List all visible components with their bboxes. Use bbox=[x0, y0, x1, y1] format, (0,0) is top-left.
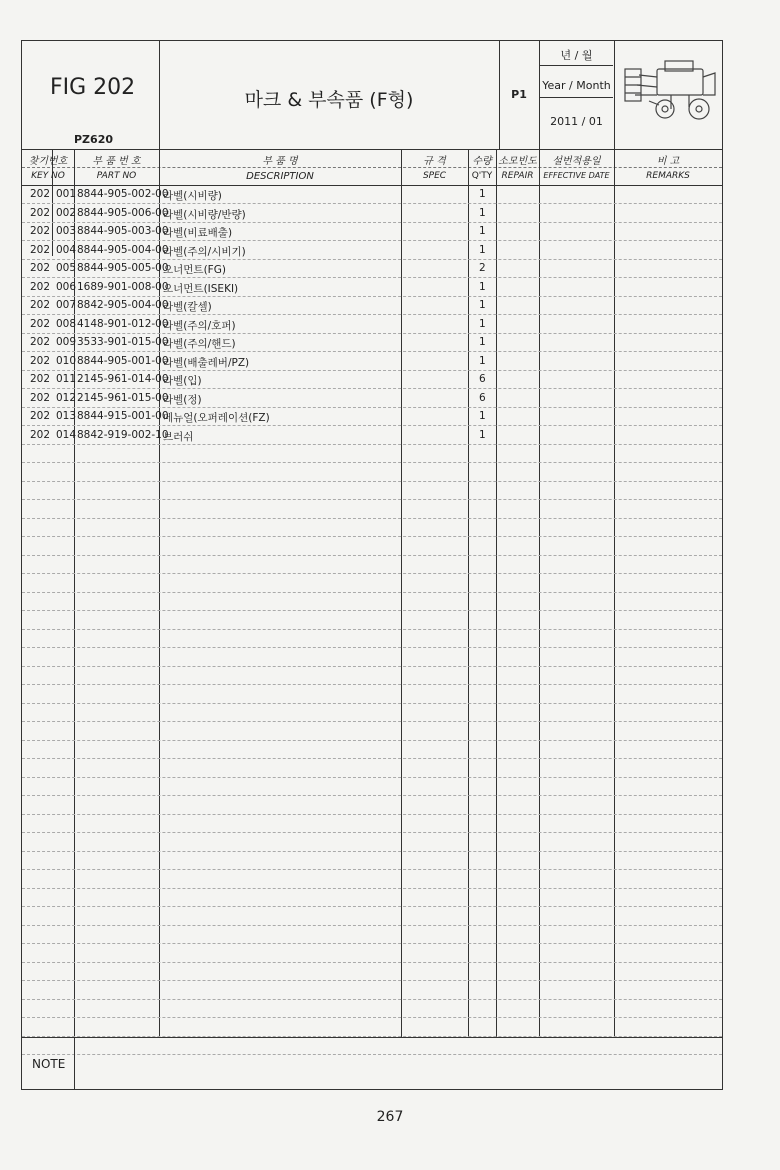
row-qty: 1 bbox=[479, 428, 486, 441]
table-row bbox=[22, 871, 722, 889]
row-description: 라벨(배출레버/PZ) bbox=[163, 356, 250, 369]
row-part-no: 8844-915-001-00 bbox=[77, 410, 169, 422]
table-row bbox=[22, 186, 722, 204]
row-fig: 202 bbox=[30, 317, 51, 330]
fig-number: FIG 202 bbox=[50, 75, 136, 100]
row-qty: 1 bbox=[479, 410, 486, 422]
row-qty: 1 bbox=[479, 354, 486, 367]
row-fig: 202 bbox=[30, 410, 51, 422]
col-remarks-en: REMARKS bbox=[646, 171, 690, 181]
row-description: 라벨(입) bbox=[163, 375, 202, 387]
row-description: 오너먼트(FG) bbox=[163, 264, 226, 276]
table-row bbox=[22, 926, 722, 944]
col-part-kr: 부 품 번 호 bbox=[92, 156, 141, 167]
parts-sheet bbox=[21, 40, 723, 1090]
table-row bbox=[22, 945, 722, 963]
table-row bbox=[22, 427, 722, 445]
row-part-no: 8844-905-001-00 bbox=[77, 354, 169, 367]
row-key-no: 012 bbox=[56, 391, 77, 404]
row-qty: 1 bbox=[479, 225, 486, 237]
row-qty: 1 bbox=[479, 206, 486, 219]
row-part-no: 8844-905-002-00 bbox=[77, 188, 169, 200]
header-bottom-line bbox=[22, 149, 722, 150]
table-row bbox=[22, 649, 722, 667]
row-key-no: 010 bbox=[56, 354, 77, 367]
row-key-no: 013 bbox=[56, 410, 77, 422]
table-row bbox=[22, 556, 722, 574]
row-qty: 1 bbox=[479, 243, 486, 256]
table-row bbox=[22, 834, 722, 852]
page-code: P1 bbox=[511, 88, 527, 101]
row-part-no: 3533-901-015-00 bbox=[77, 336, 169, 348]
table-row bbox=[22, 408, 722, 426]
table-row bbox=[22, 889, 722, 907]
column-header-divider bbox=[22, 167, 722, 168]
table-row bbox=[22, 260, 722, 278]
row-key-no: 002 bbox=[56, 206, 77, 219]
col-eff-kr: 설번적용일 bbox=[552, 156, 601, 167]
table-row bbox=[22, 353, 722, 371]
row-part-no: 2145-961-014-00 bbox=[77, 373, 169, 385]
row-qty: 2 bbox=[479, 262, 486, 274]
row-fig: 202 bbox=[30, 243, 51, 256]
col-desc-en: DESCRIPTION bbox=[246, 171, 314, 182]
row-qty: 6 bbox=[479, 391, 486, 404]
table-row bbox=[22, 1037, 722, 1055]
row-fig: 202 bbox=[30, 428, 51, 441]
row-description: 브러쉬 bbox=[163, 430, 194, 443]
table-row bbox=[22, 908, 722, 926]
row-part-no: 8844-905-003-00 bbox=[77, 225, 169, 237]
col-qty-kr: 수량 bbox=[472, 156, 492, 167]
col-key-en: KEY NO bbox=[31, 171, 65, 181]
table-row bbox=[22, 612, 722, 630]
table-row bbox=[22, 390, 722, 408]
row-qty: 1 bbox=[479, 280, 486, 293]
table-row bbox=[22, 519, 722, 537]
model-name: PZ620 bbox=[74, 133, 113, 146]
table-row bbox=[22, 445, 722, 463]
table-row bbox=[22, 815, 722, 833]
row-qty: 1 bbox=[479, 336, 486, 348]
row-description: 라벨(시비량/반량) bbox=[163, 208, 246, 221]
table-row bbox=[22, 223, 722, 241]
row-fig: 202 bbox=[30, 206, 51, 219]
table-row bbox=[22, 760, 722, 778]
col-remarks-kr: 비 고 bbox=[656, 156, 680, 167]
row-key-no: 007 bbox=[56, 299, 77, 311]
row-key-no: 005 bbox=[56, 262, 77, 274]
rice-transplanter-illustration bbox=[619, 55, 719, 127]
row-key-no: 006 bbox=[56, 280, 77, 293]
row-fig: 202 bbox=[30, 280, 51, 293]
table-row bbox=[22, 501, 722, 519]
row-key-no: 014 bbox=[56, 428, 77, 441]
row-fig: 202 bbox=[30, 373, 51, 385]
row-fig: 202 bbox=[30, 299, 51, 311]
row-fig: 202 bbox=[30, 336, 51, 348]
table-row bbox=[22, 667, 722, 685]
table-row bbox=[22, 630, 722, 648]
page-number: 267 bbox=[376, 1109, 404, 1125]
row-qty: 6 bbox=[479, 373, 486, 385]
table-row bbox=[22, 982, 722, 1000]
row-part-no: 1689-901-008-00 bbox=[77, 280, 169, 293]
row-part-no: 8842-905-004-00 bbox=[77, 299, 169, 311]
row-part-no: 8844-905-005-00 bbox=[77, 262, 169, 274]
table-row bbox=[22, 334, 722, 352]
col-repair-en: REPAIR bbox=[501, 171, 534, 181]
row-description: 메뉴얼(오퍼레이션(FZ) bbox=[163, 412, 270, 424]
table-row bbox=[22, 371, 722, 389]
header-divider bbox=[539, 65, 613, 66]
row-key-no: 003 bbox=[56, 225, 77, 237]
table-row bbox=[22, 1000, 722, 1018]
row-description: 라벨(주의/호퍼) bbox=[163, 319, 236, 332]
row-qty: 1 bbox=[479, 188, 486, 200]
year-month-kr: 년 / 월 bbox=[560, 49, 593, 62]
row-key-no: 009 bbox=[56, 336, 77, 348]
col-part-en: PART NO bbox=[96, 171, 137, 181]
note-label: NOTE bbox=[32, 1057, 66, 1071]
table-row bbox=[22, 778, 722, 796]
table-row bbox=[22, 464, 722, 482]
row-part-no: 4148-901-012-00 bbox=[77, 317, 169, 330]
row-qty: 1 bbox=[479, 299, 486, 311]
row-key-no: 008 bbox=[56, 317, 77, 330]
col-spec-en: SPEC bbox=[422, 171, 447, 181]
header-divider bbox=[539, 97, 613, 98]
table-row bbox=[22, 575, 722, 593]
row-fig: 202 bbox=[30, 391, 51, 404]
row-fig: 202 bbox=[30, 225, 51, 237]
header-divider bbox=[614, 41, 615, 150]
page-title: 마크 & 부속품 (F형) bbox=[244, 89, 414, 111]
row-key-no: 011 bbox=[56, 373, 77, 385]
row-fig: 202 bbox=[30, 188, 51, 200]
table-row bbox=[22, 242, 722, 260]
row-description: 라벨(비료배출) bbox=[163, 227, 233, 239]
table-row bbox=[22, 482, 722, 500]
row-part-no: 8844-905-006-00 bbox=[77, 206, 169, 219]
col-desc-kr: 부 품 명 bbox=[262, 156, 298, 167]
row-fig: 202 bbox=[30, 354, 51, 367]
row-description: 라벨(시비량) bbox=[163, 190, 222, 202]
table-row bbox=[22, 963, 722, 981]
row-part-no: 2145-961-015-00 bbox=[77, 391, 169, 404]
table-row bbox=[22, 593, 722, 611]
row-description: 라벨(주의/시비기) bbox=[163, 245, 246, 258]
row-description: 오너먼트(ISEKI) bbox=[163, 282, 239, 295]
table-row bbox=[22, 723, 722, 741]
table-row bbox=[22, 686, 722, 704]
table-row bbox=[22, 797, 722, 815]
table-row bbox=[22, 297, 722, 315]
table-row bbox=[22, 205, 722, 223]
col-spec-kr: 규 격 bbox=[423, 156, 446, 167]
table-row bbox=[22, 1019, 722, 1037]
row-part-no: 8842-919-002-10 bbox=[77, 428, 169, 441]
row-description: 라벨(주의/핸드) bbox=[163, 338, 236, 350]
table-row bbox=[22, 538, 722, 556]
row-key-no: 001 bbox=[56, 188, 77, 200]
note-top-line bbox=[22, 1037, 722, 1038]
col-eff-en: EFFECTIVE DATE bbox=[543, 171, 610, 180]
year-month-en: Year / Month bbox=[542, 79, 611, 92]
col-qty-en: Q'TY bbox=[471, 171, 493, 181]
col-key-kr: 찾기번호 bbox=[28, 156, 68, 167]
row-qty: 1 bbox=[479, 317, 486, 330]
note-divider bbox=[74, 1037, 75, 1089]
table-row bbox=[22, 279, 722, 297]
row-part-no: 8844-905-004-00 bbox=[77, 243, 169, 256]
table-row bbox=[22, 316, 722, 334]
row-key-no: 004 bbox=[56, 243, 77, 256]
col-repair-kr: 소모빈도 bbox=[498, 156, 537, 167]
row-fig: 202 bbox=[30, 262, 51, 274]
table-row bbox=[22, 852, 722, 870]
table-row bbox=[22, 741, 722, 759]
row-description: 라벨(칼셀) bbox=[163, 301, 212, 313]
row-description: 라벨(정) bbox=[163, 393, 202, 406]
effective-year-month: 2011 / 01 bbox=[550, 115, 603, 128]
table-row bbox=[22, 704, 722, 722]
